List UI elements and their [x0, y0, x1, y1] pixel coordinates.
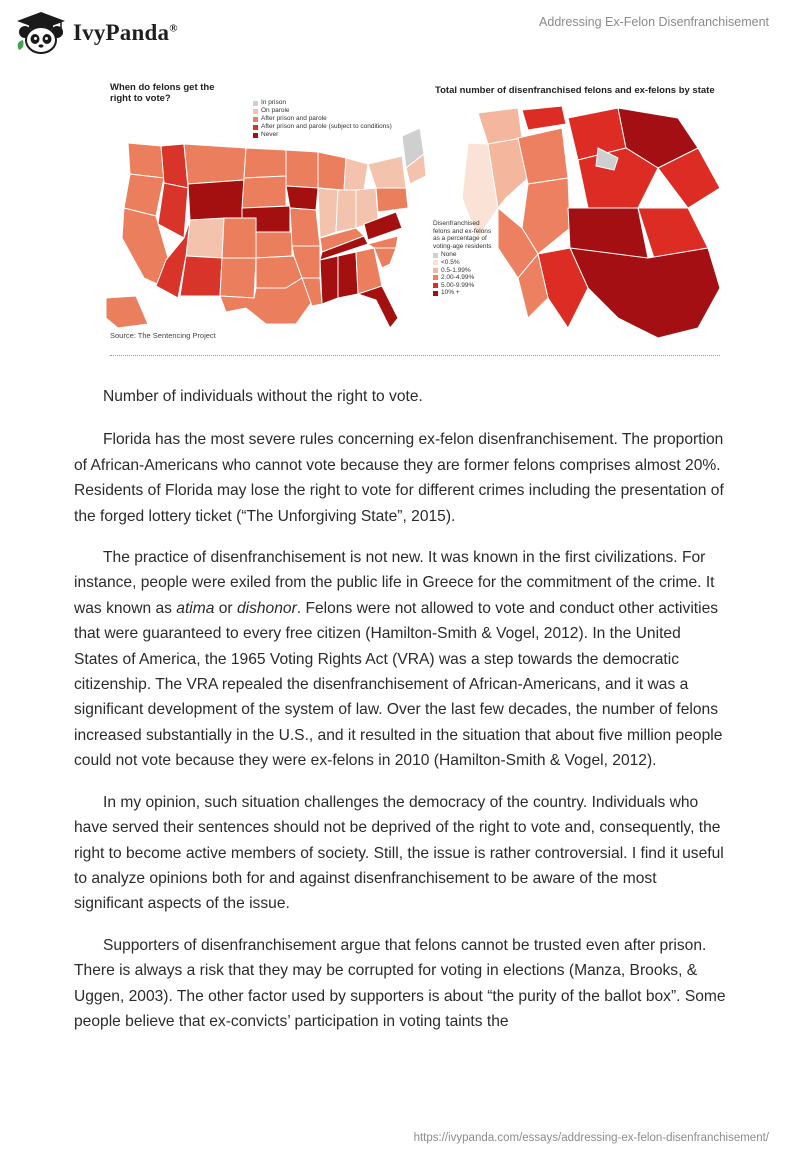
disenfranchised-cartogram [458, 98, 721, 343]
article-body [74, 384, 726, 1050]
right-map-legend [433, 220, 492, 297]
legend-item: 5.00-9.99% [433, 282, 492, 290]
brand-name: IvyPanda® [73, 20, 178, 45]
right-map-title: Total number of disenfranchised felons and ex-felons by state [435, 85, 715, 96]
source-url-link[interactable]: https://ivypanda.com/essays/addressing-ex-felon-disenfranchisement/ [413, 1132, 769, 1144]
document-title: Addressing Ex-Felon Disenfranchisement [539, 15, 769, 29]
legend-item: Never [253, 131, 392, 139]
figure-source: Source: The Sentencing Project [110, 331, 216, 340]
legend-item: 2.00-4.99% [433, 274, 492, 282]
legend-item: 10% + [433, 289, 492, 297]
left-map-title: When do felons get the right to vote? [110, 82, 215, 104]
legend-item: 0.5-1.99% [433, 267, 492, 275]
paragraph: The practice of disenfranchisement is not new. It was known in the first civilizations. For instance, people were exiled from the public life in Greece for the commitment of the crime. It was known as atima or dishonor. Felons were not allowed to vote and conduct other activities that were guaranteed to every free citizen (Hamilton-Smith & Vogel, 2012). In the United States of America, the 1965 Voting Rights Act (VRA) was a step towards the democratic citizenship. The VRA repealed the disenfranchisement of African-Americans, and it was a significant development of the system of law. Over the last few decades, the number of felons increased substantially in the U.S., and it resulted in the situation that about five million people could not vote because they were ex-felons in 2010 (Hamilton-Smith & Vogel, 2012). [74, 549, 723, 770]
paragraph: Florida has the most severe rules concerning ex-felon disenfranchisement. The proportion of African-Americans who cannot vote because they are former felons comprises almost 20%. Residents of Florida may lose the right to vote for different crimes including the presentation of the forged lottery ticket (“The Unforgiving State”, 2015). [74, 431, 724, 525]
legend-item: None [433, 251, 492, 259]
legend-item: After prison and parole [253, 115, 392, 123]
legend-item: <0.5% [433, 259, 492, 267]
paragraph: Supporters of disenfranchisement argue that felons cannot be trusted even after prison. There is always a risk that they may be corrupted for voting in elections (Manza, Brooks, & Uggen, 2003). The other factor used by supporters is about “the purity of the ballot box”. Some people believe that ex-convicts’ participation in voting taints the [74, 936, 726, 1030]
figure-caption: Number of individuals without the right to vote. [103, 388, 423, 405]
brand-logo[interactable] [13, 10, 178, 56]
panda-mascot-icon [13, 10, 69, 56]
figure-divider [110, 355, 720, 356]
paragraph: In my opinion, such situation challenges the democracy of the country. Individuals who have served their sentences should not be deprived of the right to vote and, consequently, the right to become active members of society. Still, the issue is rather controversial. I find it useful to analyze opinions both for and against disenfranchisement to be aware of the most significant aspects of the issue. [74, 793, 724, 913]
figure-maps [106, 73, 721, 358]
legend-item: In prison [253, 99, 392, 107]
legend-title: Disenfranchised felons and ex-felons as a percentage of voting-age residents [433, 220, 492, 250]
page-header [0, 0, 800, 70]
legend-item: After prison and parole (subject to conditions) [253, 123, 392, 131]
legend-item: On parole [253, 107, 392, 115]
us-voting-rules-map [106, 128, 426, 328]
